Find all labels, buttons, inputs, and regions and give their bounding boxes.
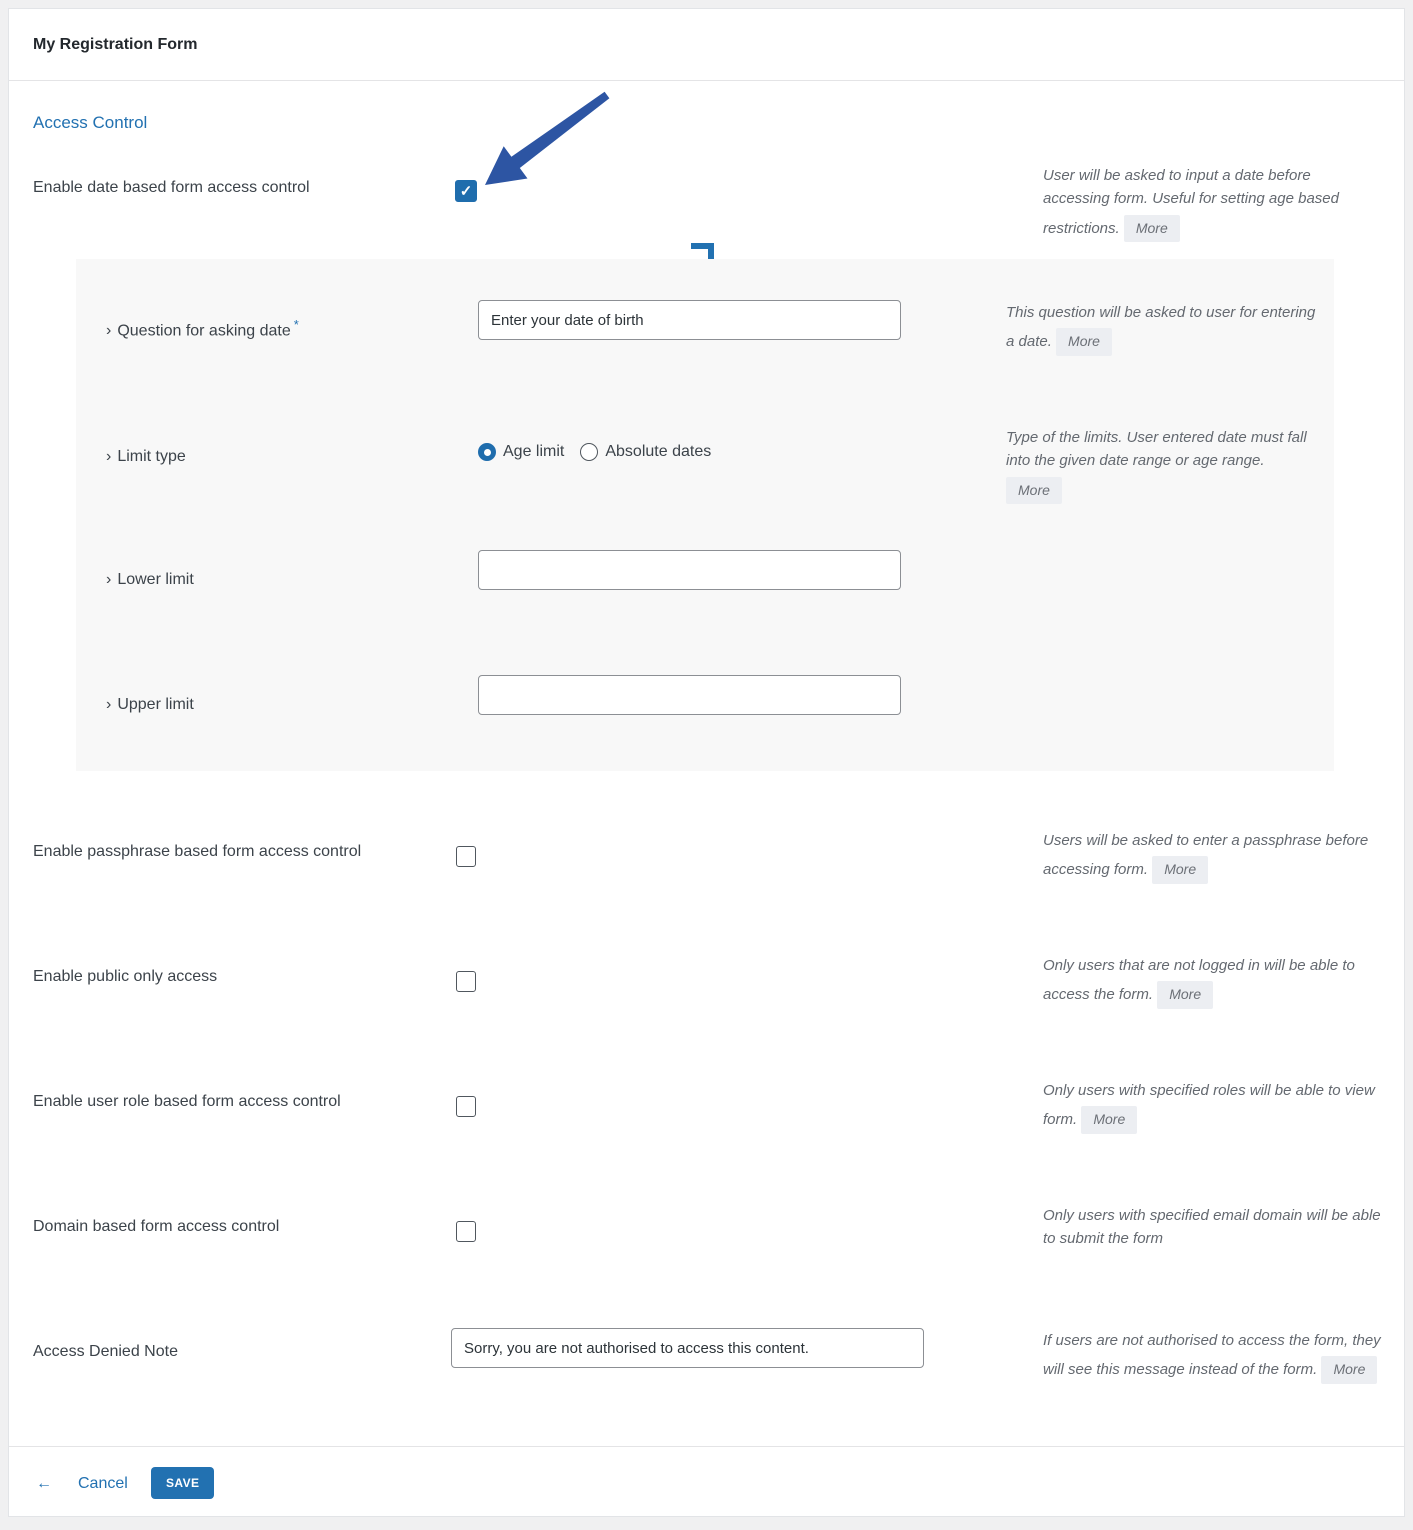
date-access-help [1043,164,1381,242]
help-text: Only users with specified email domain will be able to submit the form [1043,1207,1381,1248]
passphrase-label: Enable passphrase based form access control [33,843,362,860]
annotation-arrow-icon [477,87,619,195]
radio-absolute-dates[interactable] [580,443,598,461]
label-text: Question for asking date [117,322,291,340]
denied-note-input[interactable] [451,1328,924,1368]
bullet-icon: › [106,322,112,340]
required-mark: * [293,317,299,332]
help-text: Only users with specified roles will be able to view form. [1043,1082,1375,1129]
question-input[interactable] [478,300,901,340]
section-link-access-control[interactable]: Access Control [33,113,148,132]
upper-limit-input[interactable] [478,675,901,715]
radio-label: Age limit [503,443,565,460]
check-icon: ✓ [459,183,473,200]
passphrase-checkbox[interactable] [456,846,476,867]
domain-label: Domain based form access control [33,1218,280,1235]
help-text: Only users that are not logged in will be able to access the form. [1043,957,1355,1004]
passphrase-help [1043,829,1381,884]
user-role-checkbox[interactable] [456,1096,476,1117]
public-only-help [1043,954,1381,1009]
help-text: User will be asked to input a date before accessing form. Useful for setting age based restrictions. [1043,167,1339,237]
label-text: Lower limit [117,571,194,588]
more-button[interactable]: More [1006,477,1062,505]
radio-label: Absolute dates [605,443,712,460]
more-button[interactable]: More [1321,1356,1377,1384]
label-text: Limit type [117,448,186,465]
limit-type-label [106,447,186,468]
denied-note-help [1043,1329,1381,1384]
help-text: If users are not authorised to access the form, they will see this message instead of the form. [1043,1332,1381,1379]
bullet-icon: › [106,448,112,465]
radio-option-age-limit[interactable] [478,443,564,461]
denied-note-label: Access Denied Note [33,1343,178,1360]
cancel-label: Cancel [78,1475,128,1492]
lower-limit-label [106,570,194,591]
page-title: My Registration Form [33,35,198,53]
user-role-help [1043,1079,1381,1134]
save-button[interactable]: SAVE [151,1467,214,1499]
radio-age-limit[interactable] [478,443,496,461]
radio-option-absolute-dates[interactable] [580,443,711,461]
more-button[interactable]: More [1152,856,1208,884]
question-label [106,317,299,342]
bullet-icon: › [106,696,112,713]
label-text: Upper limit [117,696,194,713]
date-access-checkbox[interactable] [455,180,477,202]
public-only-label: Enable public only access [33,968,218,985]
question-help [1006,301,1324,356]
user-role-label: Enable user role based form access control [33,1093,341,1110]
bullet-icon: › [106,571,112,588]
more-button[interactable]: More [1081,1106,1137,1134]
limit-type-radio-group [478,443,711,461]
domain-checkbox[interactable] [456,1221,476,1242]
footer-divider [9,1446,1404,1447]
more-button[interactable]: More [1056,328,1112,356]
cancel-link[interactable] [36,1475,128,1493]
more-button[interactable]: More [1124,215,1180,243]
date-access-label: Enable date based form access control [33,179,310,196]
help-text: Type of the limits. User entered date must fall into the given date range or age range. [1006,429,1307,470]
help-text: Users will be asked to enter a passphrase before accessing form. [1043,832,1369,879]
date-settings-panel [76,259,1334,771]
card-header [9,9,1404,81]
back-arrow-icon: ← [36,1475,52,1492]
help-text: This question will be asked to user for entering a date. [1006,304,1316,351]
limit-type-help [1006,426,1324,504]
settings-card [8,8,1405,1517]
lower-limit-input[interactable] [478,550,901,590]
more-button[interactable]: More [1157,981,1213,1009]
public-only-checkbox[interactable] [456,971,476,992]
domain-help [1043,1204,1381,1251]
upper-limit-label [106,695,194,716]
